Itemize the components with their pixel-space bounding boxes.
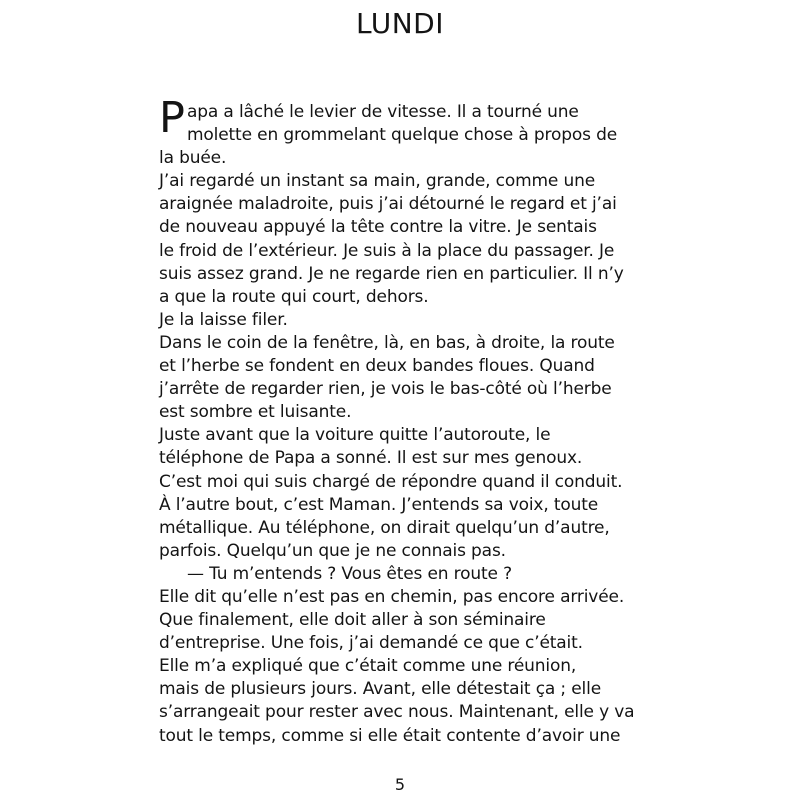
text-line-content: apa a lâché le levier de vitesse. Il a tourné une: [187, 102, 579, 122]
text-line: À l’autre bout, c’est Maman. J’entends sa voix, toute: [159, 494, 599, 515]
text-line: Elle m’a expliqué que c’était comme une réunion,: [159, 656, 577, 677]
text-line: araignée maladroite, puis j’ai détourné le regard et j’ai: [159, 194, 617, 215]
text-line: Je la laisse filer.: [159, 309, 288, 330]
text-line: J’ai regardé un instant sa main, grande, comme une: [159, 171, 596, 192]
dialogue-line: — Tu m’entends ? Vous êtes en route ?: [187, 563, 512, 584]
text-line: de nouveau appuyé la tête contre la vitre. Je sentais: [159, 217, 597, 238]
text-line: suis assez grand. Je ne regarde rien en particulier. Il n’y: [159, 263, 624, 284]
text-line: j’arrête de regarder rien, je vois le bas-côté où l’herbe: [159, 379, 612, 400]
text-line: la buée.: [159, 148, 227, 169]
text-line: [159, 124, 679, 147]
text-line: est sombre et luisante.: [159, 402, 352, 423]
text-line: mais de plusieurs jours. Avant, elle détestait ça ; elle: [159, 679, 602, 700]
body-text: [159, 93, 679, 748]
text-line: Juste avant que la voiture quitte l’autoroute, le: [159, 425, 551, 446]
text-line: d’entreprise. Une fois, j’ai demandé ce que c’était.: [159, 633, 583, 654]
text-line: parfois. Quelqu’un que je ne connais pas.: [159, 540, 506, 561]
text-line-content: molette en grommelant quelque chose à propos de: [187, 125, 618, 146]
text-line: et l’herbe se fondent en deux bandes floues. Quand: [159, 356, 595, 377]
text-line: le froid de l’extérieur. Je suis à la place du passager. Je: [159, 240, 615, 261]
drop-cap: P: [159, 93, 185, 143]
text-line: tout le temps, comme si elle était contente d’avoir une: [159, 725, 621, 746]
text-line: s’arrangeait pour rester avec nous. Maintenant, elle y va: [159, 702, 635, 723]
text-line: Dans le coin de la fenêtre, là, en bas, à droite, la route: [159, 332, 615, 353]
text-line: C’est moi qui suis chargé de répondre quand il conduit.: [159, 471, 623, 492]
text-line: métallique. Au téléphone, on dirait quelqu’un d’autre,: [159, 517, 610, 538]
text-line: Elle dit qu’elle n’est pas en chemin, pas encore arrivée.: [159, 586, 625, 607]
text-line: a que la route qui court, dehors.: [159, 286, 429, 307]
text-line: Que finalement, elle doit aller à son séminaire: [159, 610, 546, 631]
chapter-title: LUNDI: [356, 7, 444, 40]
text-line: téléphone de Papa a sonné. Il est sur mes genoux.: [159, 448, 583, 469]
page-number: 5: [394, 775, 406, 794]
